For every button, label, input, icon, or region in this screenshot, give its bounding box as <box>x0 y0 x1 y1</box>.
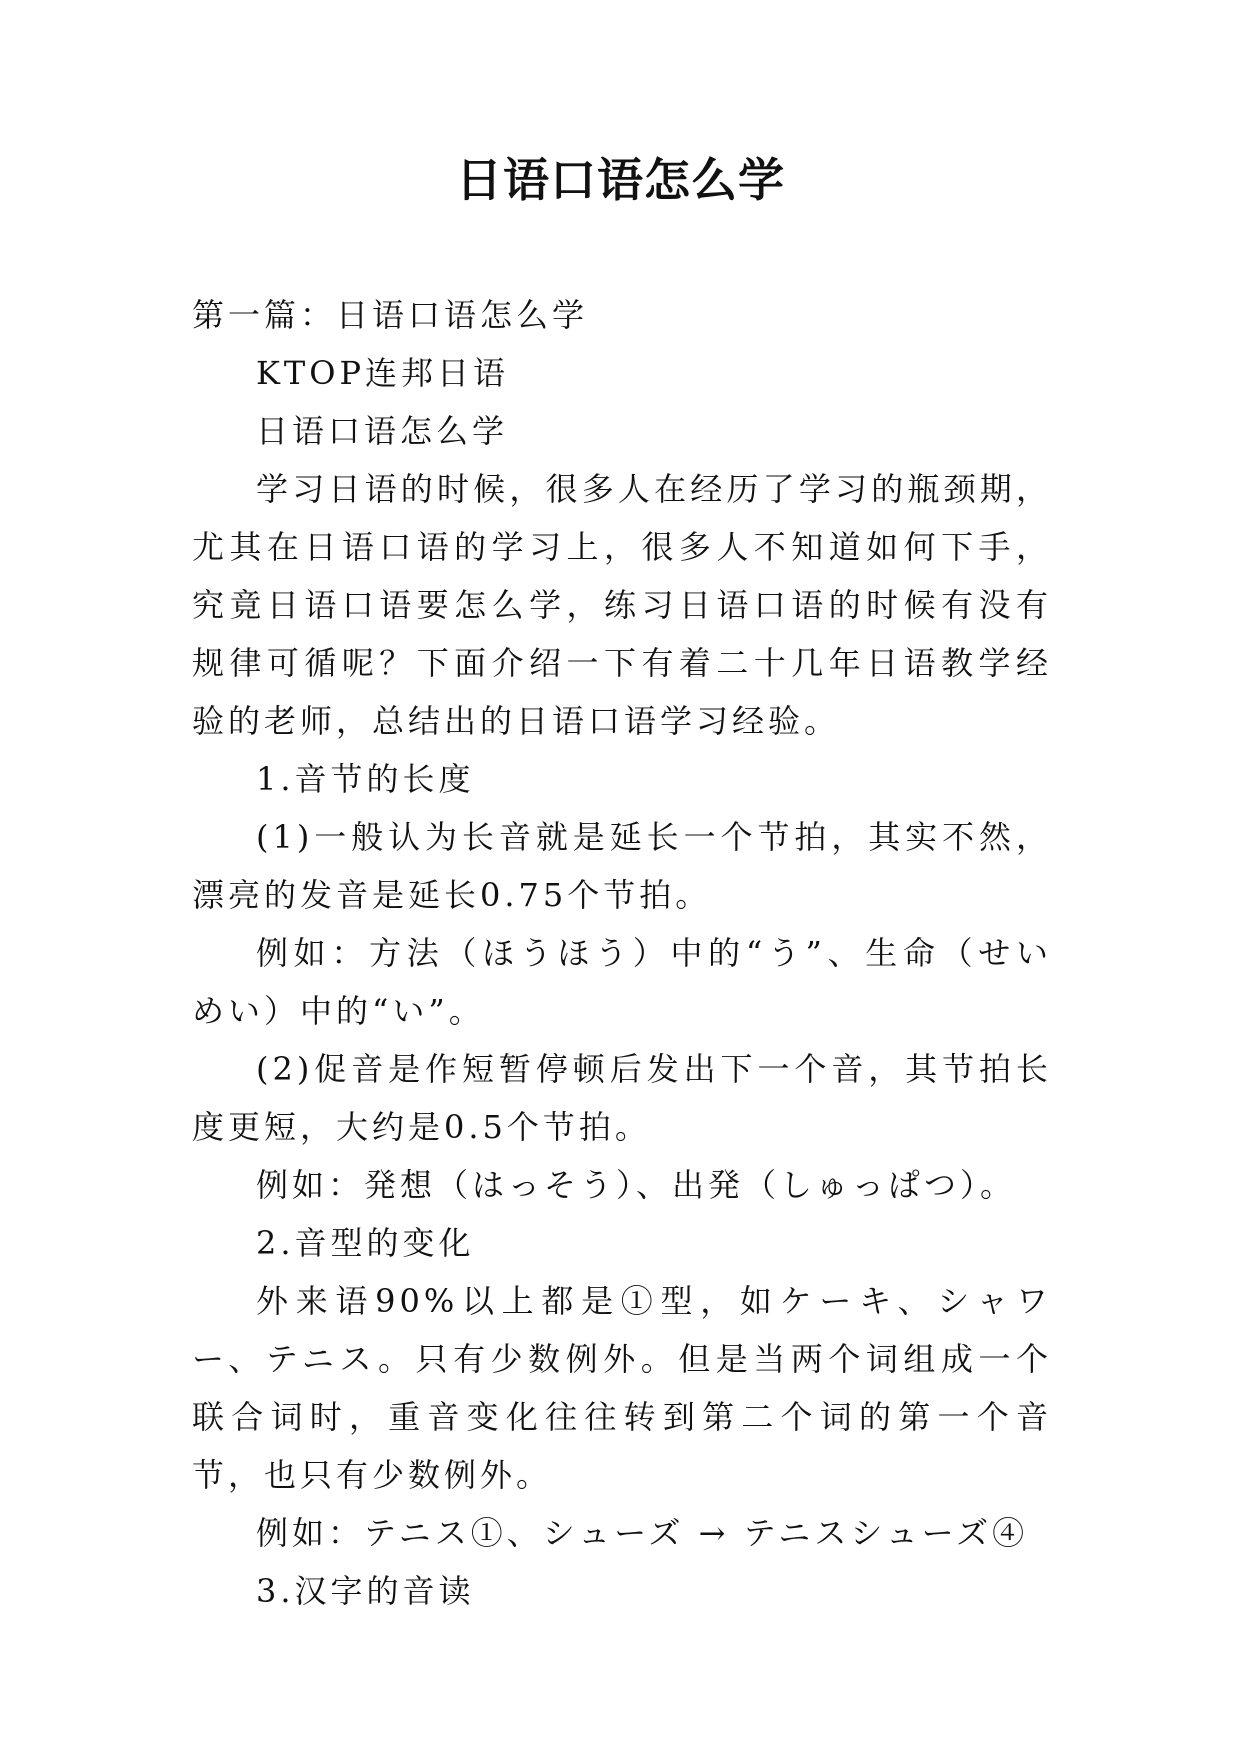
example-paragraph: 例如：発想（はっそう）、出発（しゅっぱつ）。 <box>256 1166 1017 1204</box>
body-paragraph: (1)一般认为长音就是延长一个节拍，其实不然，漂亮的发音是延长0.75个节拍。 <box>192 818 1052 914</box>
example-paragraph: 例如：テニス①、シューズ → テニスシューズ④ <box>256 1514 1029 1552</box>
intro-paragraph: 学习日语的时候，很多人在经历了学习的瓶颈期，尤其在日语口语的学习上，很多人不知道如何下手，究竟日语口语要怎么学，练习日语口语的时候有没有规律可循呢？下面介绍一下有着二十几年日语教学经验的老师，总结出的日语口语学习经验。 <box>192 470 1052 740</box>
subtitle-line: 日语口语怎么学 <box>256 412 509 450</box>
example-paragraph: 例如：方法（ほうほう）中的“う”、生命（せいめい）中的“い”。 <box>192 934 1052 1030</box>
point-heading-1: 1.音节的长度 <box>256 760 475 798</box>
point-heading-3: 3.汉字的音读 <box>256 1572 475 1610</box>
document-body <box>192 286 1052 1620</box>
source-line: KTOP连邦日语 <box>256 354 510 392</box>
document-title: 日语口语怎么学 <box>456 153 785 207</box>
section-heading: 第一篇：日语口语怎么学 <box>192 296 589 334</box>
body-paragraph: (2)促音是作短暂停顿后发出下一个音，其节拍长度更短，大约是0.5个节拍。 <box>192 1050 1052 1146</box>
body-paragraph: 外来语90%以上都是①型，如ケーキ、シャワー、テニス。只有少数例外。但是当两个词组成一个联合词时，重音变化往往转到第二个词的第一个音节，也只有少数例外。 <box>192 1282 1052 1494</box>
point-heading-2: 2.音型的变化 <box>256 1224 475 1262</box>
